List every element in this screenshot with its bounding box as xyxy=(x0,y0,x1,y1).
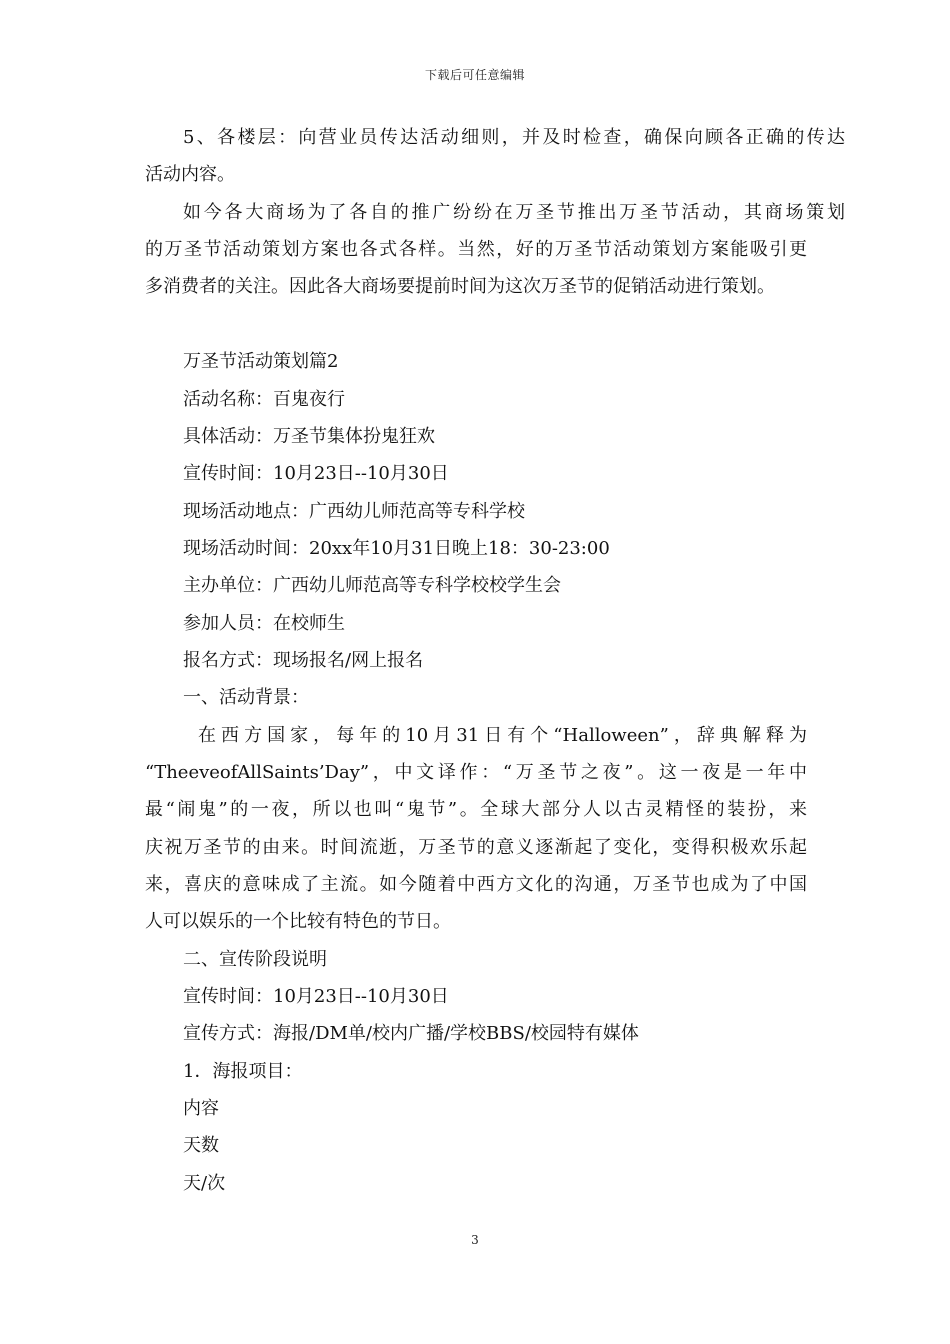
list-item: 天数 xyxy=(183,1135,219,1156)
text-line: 最“闹鬼”的一夜，所以也叫“鬼节”。全球大部分人以古灵精怪的装扮，来 xyxy=(145,799,807,820)
page-header: 下载后可任意编辑 xyxy=(424,68,525,82)
text-line: 多消费者的关注。因此各大商场要提前时间为这次万圣节的促销活动进行策划。 xyxy=(145,276,775,297)
info-line: 活动名称：百鬼夜行 xyxy=(183,389,345,410)
section-heading: 一、活动背景： xyxy=(183,687,309,708)
info-line: 现场活动时间：20xx年10月31日晚上18：30-23:00 xyxy=(183,538,610,559)
text-line: 活动内容。 xyxy=(145,164,235,185)
page-number: 3 xyxy=(471,1233,479,1247)
section-title: 万圣节活动策划篇2 xyxy=(183,351,339,372)
info-line: 宣传时间：10月23日--10月30日 xyxy=(183,986,449,1007)
info-line: 宣传时间：10月23日--10月30日 xyxy=(183,463,449,484)
text-line: 5、各楼层：向营业员传达活动细则，并及时检查，确保向顾各正确的传达 xyxy=(183,127,845,148)
info-line: 宣传方式：海报/DM单/校内广播/学校BBS/校园特有媒体 xyxy=(183,1023,639,1044)
text-line: 的万圣节活动策划方案也各式各样。当然，好的万圣节活动策划方案能吸引更 xyxy=(145,239,807,260)
info-line: 具体活动：万圣节集体扮鬼狂欢 xyxy=(183,426,435,447)
text-line: 庆祝万圣节的由来。时间流逝，万圣节的意义逐渐起了变化，变得积极欢乐起 xyxy=(145,837,807,858)
text-line: 在西方国家，每年的10月31日有个“Halloween”，辞典解释为 xyxy=(198,725,807,746)
info-line: 参加人员：在校师生 xyxy=(183,613,345,634)
text-line: “TheeveofAllSaints’Day”，中文译作：“万圣节之夜”。这一夜是一年中 xyxy=(145,762,807,783)
text-line: 来，喜庆的意味成了主流。如今随着中西方文化的沟通，万圣节也成为了中国 xyxy=(145,874,807,895)
text-line: 如今各大商场为了各自的推广纷纷在万圣节推出万圣节活动，其商场策划 xyxy=(183,202,845,223)
list-item: 天/次 xyxy=(183,1173,226,1194)
info-line: 主办单位：广西幼儿师范高等专科学校校学生会 xyxy=(183,575,561,596)
info-line: 现场活动地点：广西幼儿师范高等专科学校 xyxy=(183,501,525,522)
section-heading: 二、宣传阶段说明 xyxy=(183,949,327,970)
list-item: 内容 xyxy=(183,1098,219,1119)
text-line: 人可以娱乐的一个比较有特色的节日。 xyxy=(145,911,451,932)
list-heading: 1．海报项目： xyxy=(183,1061,303,1082)
info-line: 报名方式：现场报名/网上报名 xyxy=(183,650,424,671)
